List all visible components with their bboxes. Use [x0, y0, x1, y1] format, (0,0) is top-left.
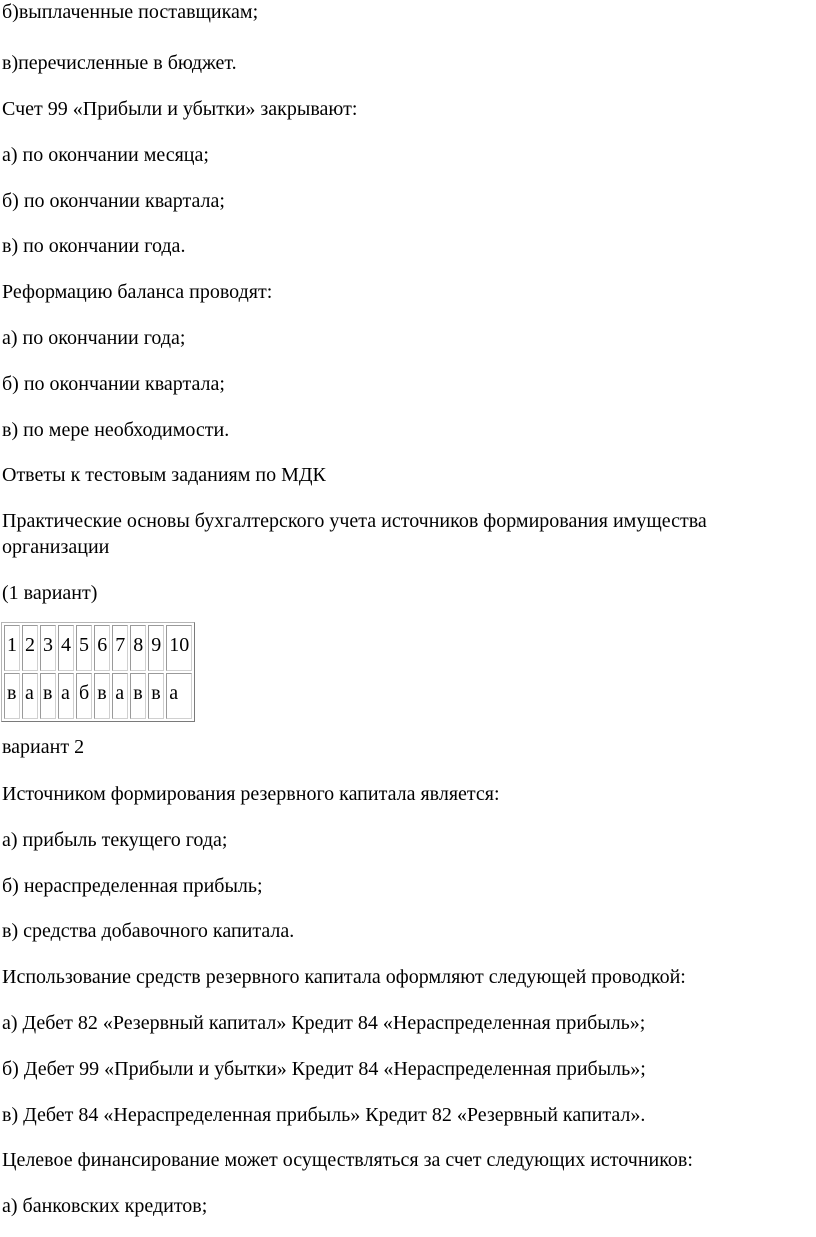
section-title: Практические основы бухгалтерского учета источников формирования имущества организации [2, 510, 707, 558]
question-account-99: Счет 99 «Прибыли и убытки» закрывают: [2, 98, 358, 120]
answer-cell: а [112, 673, 128, 719]
answer-cell: а [22, 673, 38, 719]
question-number-cell: 2 [22, 625, 38, 671]
question-number-cell: 7 [112, 625, 128, 671]
answer-cell: а [58, 673, 74, 719]
variant-1-label: (1 вариант) [2, 582, 98, 604]
option-a-end-month: а) по окончании месяца; [2, 144, 209, 166]
question-number-cell: 1 [4, 625, 20, 671]
answer-cell: в [148, 673, 164, 719]
option-b-entry-99-84: б) Дебет 99 «Прибыли и убытки» Кредит 84 «Нераспределенная прибыль»; [2, 1058, 646, 1080]
answer-cell: в [40, 673, 56, 719]
question-reserve-capital-source: Источником формирования резервного капитала является: [2, 783, 500, 805]
answer-cell: в [4, 673, 20, 719]
answers-table-answers-row [4, 673, 192, 719]
question-number-cell: 9 [148, 625, 164, 671]
answers-heading: Ответы к тестовым заданиям по МДК [2, 464, 326, 486]
option-v-as-needed: в) по мере необходимости. [2, 419, 230, 441]
option-b-end-quarter-2: б) по окончании квартала; [2, 373, 225, 395]
option-b-retained-earnings: б) нераспределенная прибыль; [2, 875, 263, 897]
answer-cell: в [130, 673, 146, 719]
option-v-entry-84-82: в) Дебет 84 «Нераспределенная прибыль» Кредит 82 «Резервный капитал». [2, 1104, 646, 1126]
option-a-end-year: а) по окончании года; [2, 327, 186, 349]
option-a-current-year-profit: а) прибыль текущего года; [2, 829, 228, 851]
question-number-cell: 6 [94, 625, 110, 671]
option-v-additional-capital: в) средства добавочного капитала. [2, 920, 295, 942]
answers-table-numbers-row [4, 625, 192, 671]
question-number-cell: 10 [166, 625, 192, 671]
question-number-cell: 5 [76, 625, 92, 671]
answer-cell: в [94, 673, 110, 719]
question-number-cell: 3 [40, 625, 56, 671]
answer-cell: а [166, 673, 192, 719]
question-balance-reformation: Реформацию баланса проводят: [2, 281, 273, 303]
option-v-transferred-budget: в)перечисленные в бюджет. [2, 52, 237, 74]
option-v-end-year: в) по окончании года. [2, 235, 186, 257]
option-b-end-quarter: б) по окончании квартала; [2, 190, 225, 212]
question-target-financing: Целевое финансирование может осуществляться за счет следующих источников: [2, 1149, 693, 1171]
option-b-paid-suppliers: б)выплаченные поставщикам; [2, 1, 259, 23]
question-number-cell: 8 [130, 625, 146, 671]
answer-cell: б [76, 673, 92, 719]
variant-2-label: вариант 2 [2, 736, 85, 758]
option-a-entry-82-84: а) Дебет 82 «Резервный капитал» Кредит 84 «Нераспределенная прибыль»; [2, 1012, 646, 1034]
question-reserve-capital-entry: Использование средств резервного капитала оформляют следующей проводкой: [2, 966, 686, 988]
option-a-bank-loans: а) банковских кредитов; [2, 1195, 208, 1217]
question-number-cell: 4 [58, 625, 74, 671]
answers-table [1, 622, 195, 722]
